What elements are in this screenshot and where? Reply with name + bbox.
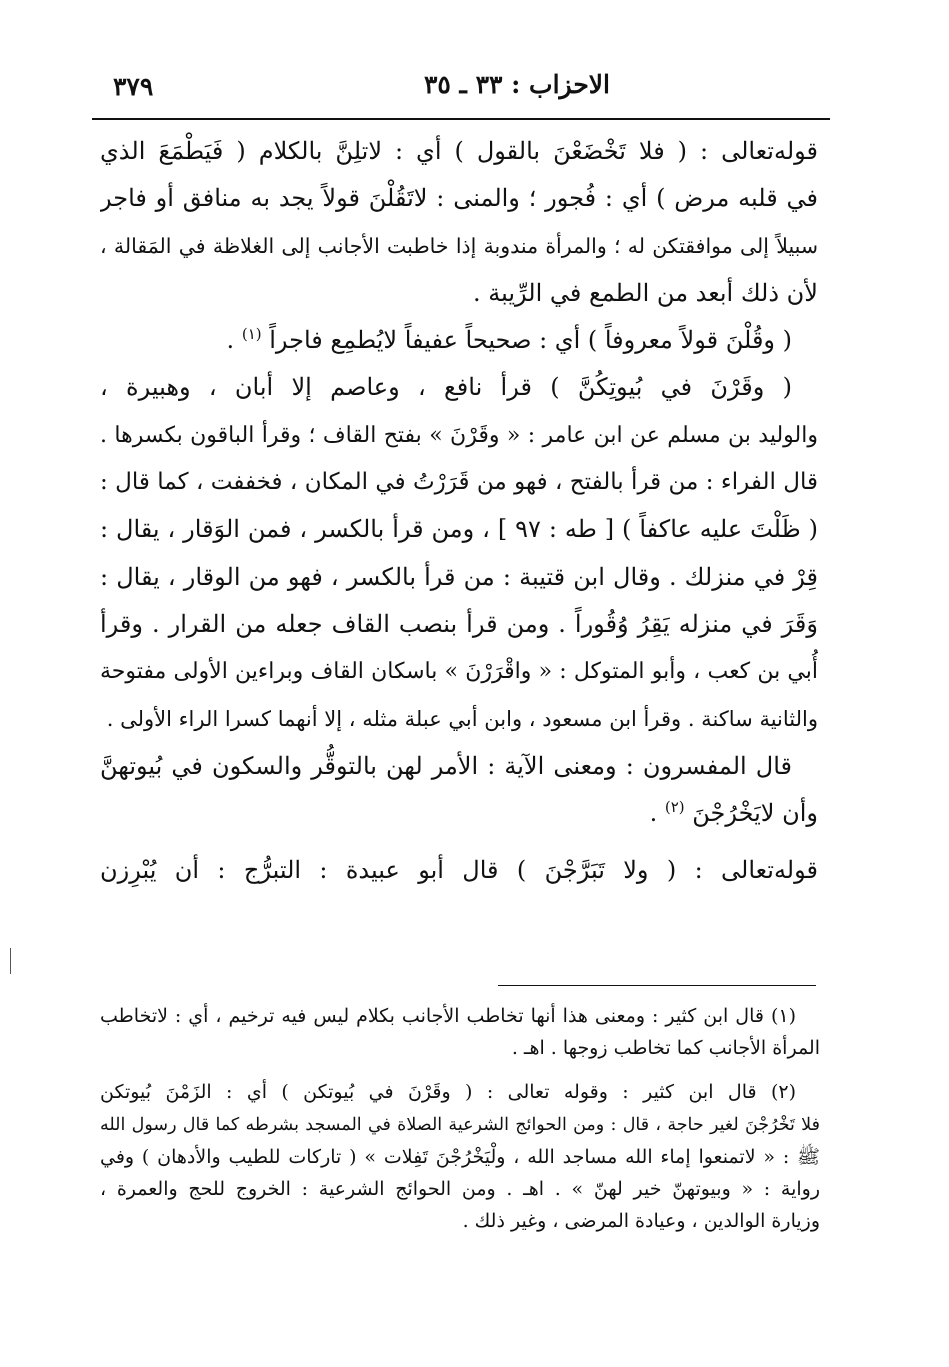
footnote-line: المرأة الأجانب كما تخاطب زوجها . اهـ . xyxy=(511,1037,820,1060)
text-line: قِرْ في منزلك . وقال ابن قتيبة : من قرأ بالكسر ، فهو من الوقار ، يقال : xyxy=(100,562,818,591)
footnotes xyxy=(100,1000,820,1237)
scan-edge-mark xyxy=(10,948,11,974)
footnote-line: رواية : « وبيوتهنّ خير لهنّ » . اهـ . ومن الحوائج الشرعية : الخروج للحج والعمرة ، xyxy=(100,1177,820,1200)
line-end-dot: . xyxy=(226,326,235,355)
line-end-dot: . xyxy=(649,799,658,828)
footnote-line: وزيارة الوالدين ، وعيادة المرضى ، وغير ذلك . xyxy=(462,1210,820,1233)
text-line: ( وقَرْنَ في بُيوتِكُنَّ ) قرأ نافع ، وعاصم إلا أبان ، وهبيرة ، xyxy=(100,373,792,402)
footnote-line: (١) قال ابن كثير : ومعنى هذا أنها تخاطب الأجانب بكلام ليس فيه ترخيم ، أي : لاتخاطب xyxy=(100,1005,796,1027)
line-text: ( وقُلْنَ قولاً معروفاً ) أي : صحيحاً عفيفاً لايُطمِع فاجراً xyxy=(269,326,792,355)
text-line: قال الفراء : من قرأ بالفتح ، فهو من قَرَرْتُ في المكان ، فخففت ، كما قال : xyxy=(100,469,818,496)
text-line: قوله‌تعالى : ( فلا تَخْضَعْنَ بالقول ) أي : لاتلِنَّ بالكلام ( فَيَطْمَعَ الذي xyxy=(100,137,818,165)
footnote-line: (٢) قال ابن كثير : وقوله تعالى : ( وقَرْنَ في بُيوتكن ) أي : الزَمْنَ بُيوتكن xyxy=(100,1081,796,1104)
line-text: وأن لايَخْرُجْنَ xyxy=(692,799,818,828)
text-line: قوله‌تعالى : ( ولا تَبَرَّجْنَ ) قال أبو عبيدة : التبرُّج : أن يُبْرِزن xyxy=(100,856,818,885)
text-line: أُبي بن كعب ، وأبو المتوكل : « واقْرَرْنَ » باسكان القاف وبراءين الأولى مفتوحة xyxy=(100,659,818,685)
text-line: والوليد بن مسلم عن ابن عامر : « وقَرْنَ » بفتح القاف ؛ وقرأ الباقون بكسرها . xyxy=(100,422,818,448)
page-number: ٣٧٩ xyxy=(113,72,154,101)
text-line: لأن ذلك أبعد من الطمع في الرِّيبة . xyxy=(472,278,818,307)
spacer xyxy=(100,1064,820,1076)
footnote-line: ﷺ : « لاتمنعوا إماء الله مساجد الله ، ولْيَخْرُجْنَ تَفِلات » ( تاركات للطيب والأدهان ) وفي xyxy=(100,1145,820,1168)
text-line: والثانية ساكنة . وقرأ ابن مسعود ، وابن أبي عبلة مثله ، إلا أنهما كسرا الراء الأولى . xyxy=(106,706,818,731)
text-line: قال المفسرون : ومعنى الآية : الأمر لهن بالتوقُّر والسكون في بُيوتهنَّ xyxy=(100,751,792,780)
text-line: وَقَرَ في منزله يَقِرُ وُقُوراً . ومن قرأ بنصب القاف جعله من القرار . وقرأ xyxy=(100,609,818,638)
running-title: الاحزاب : ٣٣ ـ ٣٥ xyxy=(423,70,610,99)
note-ref-1: (١) xyxy=(241,325,262,344)
footnote-rule xyxy=(498,985,816,986)
text-line: ( ظَلْتَ عليه عاكفاً ) [ طه : ٩٧ ] ، ومن قرأ بالكسر ، فمن الوَقار ، يقال : xyxy=(100,515,818,544)
text-line: سبيلاً إلى موافقتكن له ؛ والمرأة مندوبة إذا خاطبت الأجانب إلى الغلاظة في المَقالة ، xyxy=(100,233,818,258)
footnote-line: فلا تَخْرُجْنَ لغير حاجة ، قال : ومن الحوائج الشرعية الصلاة في المسجد بشرطه كما قال رسول الله xyxy=(100,1114,820,1135)
text-line xyxy=(100,317,818,364)
main-text xyxy=(100,128,818,895)
spacer xyxy=(100,837,818,847)
header-rule xyxy=(92,118,830,120)
page-header xyxy=(95,68,830,110)
note-ref-2: (٢) xyxy=(664,798,685,817)
text-line xyxy=(100,790,818,837)
text-line: في قلبه مرض ) أي : فُجور ؛ والمنى : لاتَقُلْنَ قولاً يجد به منافق أو فاجر xyxy=(100,184,818,213)
